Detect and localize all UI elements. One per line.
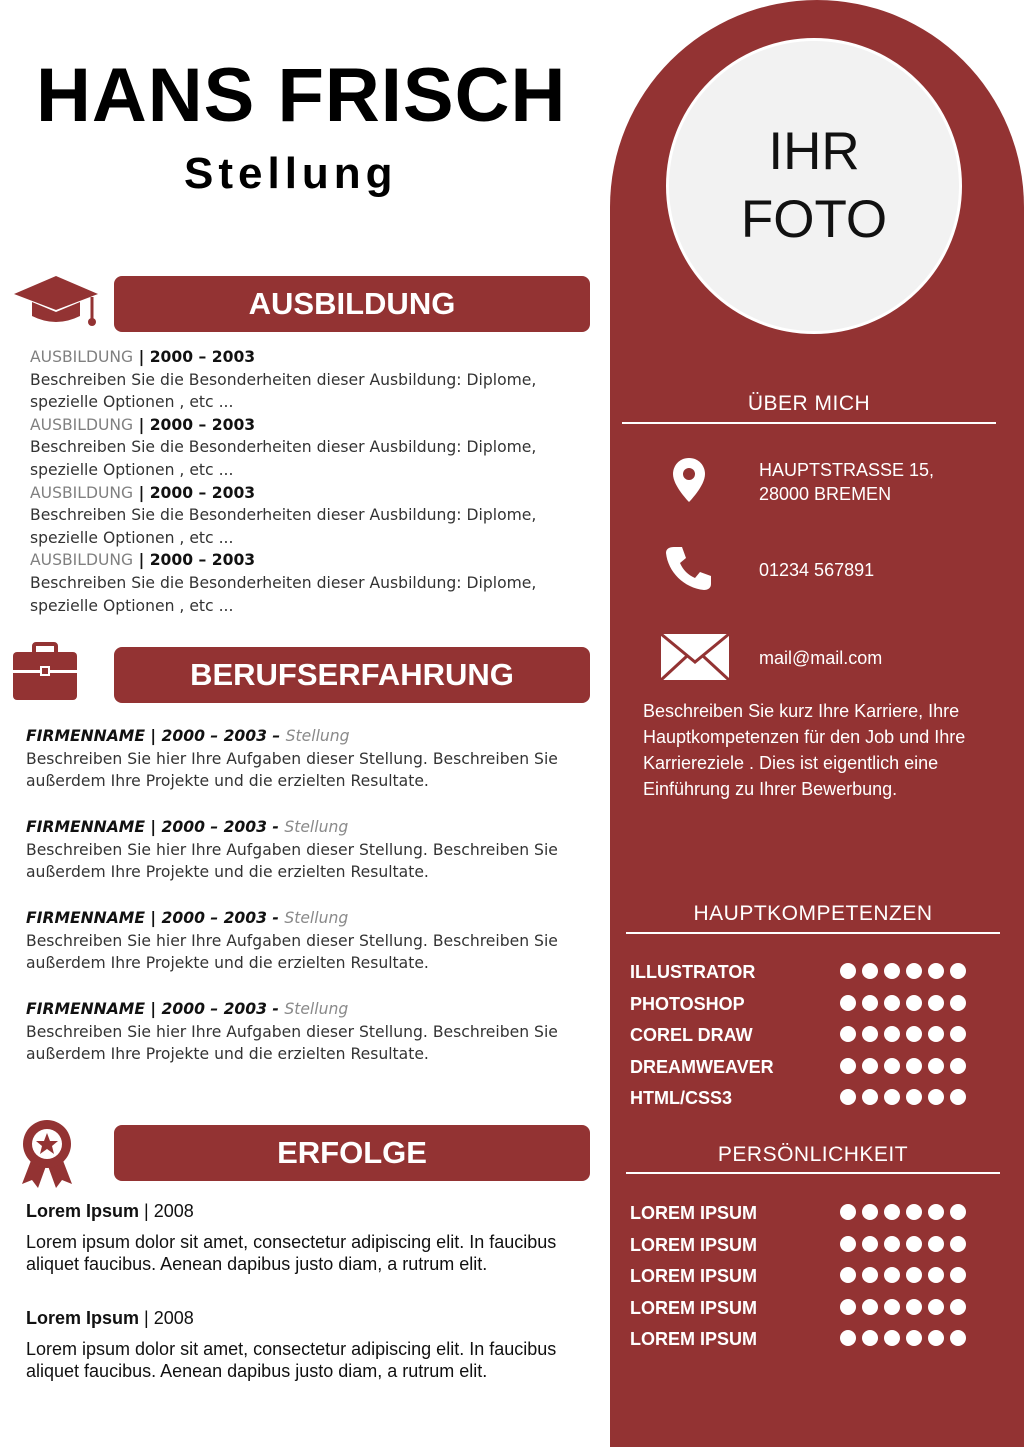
education-separator: |	[133, 551, 150, 570]
briefcase-icon	[12, 642, 78, 707]
job-description: Beschreiben Sie hier Ihre Aufgaben dieser Stellung. Beschreiben Sie außerdem Ihre Projekte und die erzielten Resultate.	[26, 1022, 558, 1064]
education-item	[30, 549, 570, 617]
achievement-year: 2008	[153, 1308, 194, 1328]
about-text: Beschreiben Sie kurz Ihre Karriere, Ihre Hauptkompetenzen für den Job und Ihre Karriereziele . Dies ist eigentlich eine Einführung zu Ihrer Bewerbung.	[643, 701, 966, 799]
rating-dot	[950, 1204, 966, 1220]
rating-dot	[884, 1058, 900, 1074]
phone-number[interactable]: 01234 567891	[759, 560, 875, 580]
education-separator: |	[133, 415, 150, 434]
rating-dot	[928, 1026, 944, 1042]
rating-dots	[840, 1267, 966, 1283]
rating-dot	[840, 1330, 856, 1346]
education-heading: AUSBILDUNG	[114, 276, 590, 332]
rating-dot	[840, 1236, 856, 1252]
rating-dot	[906, 963, 922, 979]
achievement-text: Lorem ipsum dolor sit amet, consectetur adipiscing elit. In faucibus aliquet faucibus. Aenean dapibus justo diam, a rutrum elit.	[26, 1338, 557, 1382]
candidate-name: HANS FRISCH	[36, 53, 567, 138]
rating-dots	[840, 1058, 966, 1074]
achievement-year: 2008	[153, 1201, 194, 1221]
rating-dot	[840, 1204, 856, 1220]
email-address[interactable]: mail@mail.com	[759, 648, 883, 668]
job-header: FIRMENNAME | 2000 – 2003 –	[26, 727, 286, 745]
job-description: Beschreiben Sie hier Ihre Aufgaben dieser Stellung. Beschreiben Sie außerdem Ihre Projekte und die erzielten Resultate.	[26, 931, 558, 973]
rating-dots	[840, 995, 966, 1011]
education-kind: AUSBILDUNG	[30, 551, 134, 570]
graduation-cap-icon	[12, 272, 100, 337]
location-pin-icon	[670, 456, 708, 509]
education-description: Beschreiben Sie die Besonderheiten dieser Ausbildung: Diplome, spezielle Optionen , etc ...	[30, 506, 537, 547]
rating-dot	[928, 1299, 944, 1315]
rating-dot	[928, 963, 944, 979]
job-position: Stellung	[284, 818, 349, 836]
rating-dot	[906, 1236, 922, 1252]
education-item	[30, 482, 570, 550]
rating-dot	[906, 1299, 922, 1315]
rating-dot	[884, 1267, 900, 1283]
rating-dot	[950, 1236, 966, 1252]
education-years: 2000 – 2003	[149, 551, 256, 570]
rating-dots	[840, 1299, 966, 1315]
skills-heading: HAUPTKOMPETENZEN	[693, 902, 933, 925]
achievement-item	[26, 1200, 586, 1276]
job-description: Beschreiben Sie hier Ihre Aufgaben dieser Stellung. Beschreiben Sie außerdem Ihre Projekte und die erzielten Resultate.	[26, 749, 558, 791]
achievement-item	[26, 1307, 586, 1383]
rating-dot	[884, 1026, 900, 1042]
job-item	[26, 725, 586, 793]
rating-dot	[928, 1204, 944, 1220]
job-position: Stellung	[284, 1000, 349, 1018]
achievement-text: Lorem ipsum dolor sit amet, consectetur adipiscing elit. In faucibus aliquet faucibus. Aenean dapibus justo diam, a rutrum elit.	[26, 1231, 557, 1275]
achievement-title: Lorem Ipsum	[26, 1308, 140, 1328]
rating-dot	[862, 963, 878, 979]
address-line1: HAUPTSTRASSE 15,	[759, 460, 935, 480]
education-description: Beschreiben Sie die Besonderheiten dieser Ausbildung: Diplome, spezielle Optionen , etc ...	[30, 370, 537, 412]
trait-name: LOREM IPSUM	[630, 1234, 758, 1255]
rating-dot	[884, 1204, 900, 1220]
education-description: Beschreiben Sie die Besonderheiten dieser Ausbildung: Diplome, spezielle Optionen , etc ...	[30, 438, 537, 479]
rating-dot	[862, 1267, 878, 1283]
achievement-title: Lorem Ipsum	[26, 1201, 140, 1221]
achievement-separator: |	[139, 1308, 154, 1328]
job-position: Stellung	[284, 909, 349, 927]
rating-dots	[840, 1330, 966, 1346]
rating-dots	[840, 963, 966, 979]
skill-name: PHOTOSHOP	[630, 993, 745, 1014]
rating-dot	[906, 995, 922, 1011]
rating-dot	[928, 1236, 944, 1252]
rating-dot	[906, 1026, 922, 1042]
rating-dot	[884, 1236, 900, 1252]
award-ribbon-icon	[16, 1118, 78, 1195]
address	[759, 458, 934, 506]
rating-dot	[840, 995, 856, 1011]
job-header: FIRMENNAME | 2000 – 2003 -	[26, 909, 285, 927]
rating-dot	[928, 1089, 944, 1105]
rating-dot	[862, 1236, 878, 1252]
rating-dot	[950, 995, 966, 1011]
rating-dot	[840, 1058, 856, 1074]
trait-name: LOREM IPSUM	[630, 1266, 758, 1286]
envelope-icon	[659, 632, 731, 687]
rating-dots	[840, 1204, 966, 1220]
rating-dot	[950, 1089, 966, 1105]
rating-dot	[840, 1267, 856, 1283]
rating-dot	[862, 1089, 878, 1105]
job-item	[26, 907, 586, 975]
education-kind: AUSBILDUNG	[30, 483, 134, 502]
photo-label-line2: FOTO	[740, 190, 888, 249]
rating-dot	[884, 1299, 900, 1315]
rating-dot	[950, 1026, 966, 1042]
rating-dot	[840, 1299, 856, 1315]
job-header: FIRMENNAME | 2000 – 2003 -	[26, 1000, 285, 1018]
photo-placeholder	[666, 38, 962, 334]
skills-divider	[626, 932, 1000, 934]
achievement-separator: |	[139, 1201, 154, 1221]
rating-dot	[840, 1026, 856, 1042]
personality-heading: PERSÖNLICHKEIT	[717, 1143, 909, 1166]
rating-dot	[906, 1058, 922, 1074]
rating-dot	[906, 1330, 922, 1346]
trait-name: LOREM IPSUM	[630, 1329, 758, 1349]
education-years: 2000 – 2003	[149, 483, 256, 502]
skill-name: ILLUSTRATOR	[630, 962, 756, 982]
rating-dot	[950, 963, 966, 979]
photo-label-line1: IHR	[768, 122, 860, 181]
rating-dot	[862, 1299, 878, 1315]
rating-dot	[862, 1058, 878, 1074]
trait-name: LOREM IPSUM	[630, 1203, 758, 1223]
education-item	[30, 346, 570, 414]
education-list	[30, 346, 570, 617]
rating-dots	[840, 1026, 966, 1042]
job-header: FIRMENNAME | 2000 – 2003 -	[26, 818, 285, 836]
experience-heading: BERUFSERFAHRUNG	[114, 647, 590, 703]
rating-dot	[950, 1267, 966, 1283]
rating-dot	[840, 963, 856, 979]
rating-dot	[884, 995, 900, 1011]
rating-dot	[928, 995, 944, 1011]
rating-dot	[862, 1026, 878, 1042]
education-description: Beschreiben Sie die Besonderheiten dieser Ausbildung: Diplome, spezielle Optionen , etc ...	[30, 573, 537, 615]
skill-name: HTML/CSS3	[630, 1088, 733, 1108]
job-item	[26, 816, 586, 884]
rating-dot	[884, 1330, 900, 1346]
rating-dot	[884, 963, 900, 979]
education-separator: |	[133, 348, 150, 366]
achievements-heading: ERFOLGE	[114, 1125, 590, 1181]
trait-name: LOREM IPSUM	[630, 1297, 758, 1318]
job-item	[26, 998, 586, 1066]
rating-dot	[862, 1204, 878, 1220]
about-divider	[622, 422, 996, 424]
rating-dot	[906, 1204, 922, 1220]
education-years: 2000 – 2003	[149, 348, 256, 366]
rating-dot	[928, 1058, 944, 1074]
education-years: 2000 – 2003	[149, 415, 256, 434]
education-kind: AUSBILDUNG	[30, 415, 134, 434]
skill-name: DREAMWEAVER	[630, 1056, 774, 1077]
phone-icon	[664, 544, 714, 597]
job-position: Stellung	[285, 727, 350, 745]
rating-dot	[950, 1299, 966, 1315]
education-kind: AUSBILDUNG	[30, 348, 134, 366]
rating-dot	[928, 1330, 944, 1346]
job-description: Beschreiben Sie hier Ihre Aufgaben dieser Stellung. Beschreiben Sie außerdem Ihre Projekte und die erzielten Resultate.	[26, 840, 558, 882]
rating-dot	[884, 1089, 900, 1105]
candidate-role: Stellung	[184, 149, 398, 198]
rating-dots	[840, 1236, 966, 1252]
education-item	[30, 414, 570, 482]
rating-dot	[928, 1267, 944, 1283]
rating-dot	[950, 1330, 966, 1346]
personality-divider	[626, 1172, 1000, 1174]
rating-dot	[862, 995, 878, 1011]
rating-dot	[906, 1089, 922, 1105]
skill-name: COREL DRAW	[630, 1025, 753, 1045]
rating-dot	[840, 1089, 856, 1105]
address-line2: 28000 BREMEN	[759, 484, 892, 504]
education-separator: |	[133, 483, 150, 502]
rating-dot	[950, 1058, 966, 1074]
rating-dot	[862, 1330, 878, 1346]
rating-dot	[906, 1267, 922, 1283]
about-heading: ÜBER MICH	[747, 392, 871, 415]
rating-dots	[840, 1089, 966, 1105]
